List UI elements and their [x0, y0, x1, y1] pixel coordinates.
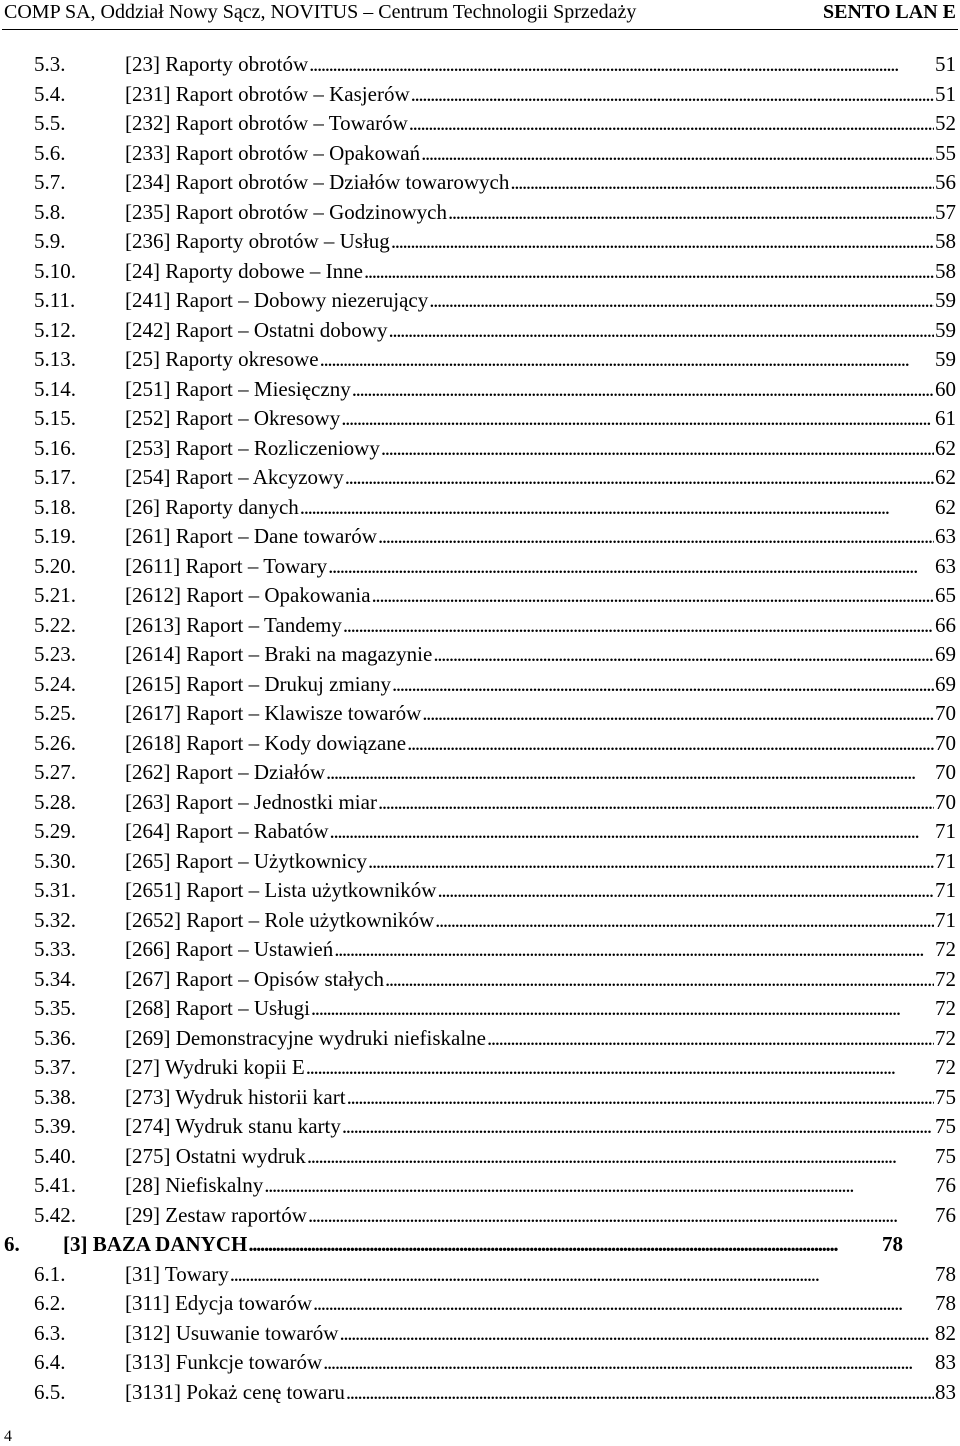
dot-leader — [309, 50, 934, 79]
toc-entry-title: [2651] Raport – Lista użytkowników — [125, 878, 437, 902]
dot-leader — [339, 1319, 934, 1348]
toc-entry-title: [266] Raport – Ustawień — [125, 937, 334, 961]
toc-entry-line — [125, 522, 956, 551]
toc-entry-page-number: 56 — [935, 170, 956, 194]
toc-entry-line — [125, 286, 956, 315]
toc-entry-page-number: 70 — [935, 730, 956, 755]
toc-entry-page-number: 71 — [935, 907, 956, 932]
toc-entry[interactable] — [0, 994, 960, 1023]
dot-leader — [352, 375, 934, 404]
toc-entry-page-number: 60 — [935, 376, 956, 401]
toc-entry-number: 5.22. — [34, 612, 76, 637]
toc-entry-line — [125, 1289, 956, 1318]
toc-entry-line — [125, 670, 956, 699]
toc-entry-title: [3] BAZA DANYCH — [63, 1232, 248, 1256]
toc-entry-title: [27] Wydruki kopii E — [125, 1055, 305, 1079]
toc-entry[interactable] — [0, 257, 960, 286]
toc-entry-line — [125, 817, 956, 846]
toc-entry-number: 5.16. — [34, 435, 76, 460]
dot-leader — [392, 670, 934, 699]
toc-entry-page-number: 69 — [935, 642, 956, 666]
toc-entry-number: 5.37. — [34, 1055, 76, 1079]
dot-leader — [510, 168, 934, 197]
toc-entry-line — [125, 463, 956, 492]
toc-entry-title: [24] Raporty dobowe – Inne — [125, 258, 363, 283]
dot-leader — [433, 640, 934, 669]
toc-entry-page-number: 63 — [935, 553, 956, 578]
toc-entry[interactable] — [0, 286, 960, 315]
dot-leader — [409, 109, 934, 138]
toc-entry[interactable] — [0, 80, 960, 109]
dot-leader — [347, 1083, 934, 1112]
dot-leader — [388, 316, 934, 345]
toc-entry-title: [242] Raport – Ostatni dobowy — [125, 317, 388, 342]
dot-leader — [323, 1348, 934, 1377]
toc-entry-page-number: 72 — [935, 996, 956, 1020]
toc-entry[interactable] — [0, 1112, 960, 1141]
toc-entry-line — [125, 611, 956, 640]
toc-entry[interactable] — [0, 1378, 960, 1407]
toc-entry-line — [125, 699, 956, 728]
toc-entry-page-number: 65 — [935, 583, 956, 607]
toc-entry-line — [125, 552, 956, 581]
toc-entry-number: 5.7. — [34, 170, 66, 194]
toc-entry-title: [23] Raporty obrotów — [125, 52, 309, 76]
dot-leader — [330, 817, 934, 846]
toc-entry[interactable] — [0, 198, 960, 227]
toc-entry-page-number: 83 — [935, 1379, 956, 1404]
toc-entry[interactable] — [0, 1171, 960, 1200]
toc-entry-page-number: 72 — [935, 966, 956, 991]
toc-entry[interactable] — [0, 640, 960, 669]
toc-entry[interactable] — [0, 139, 960, 168]
dot-leader — [307, 1142, 934, 1171]
toc-entry-line — [125, 316, 956, 345]
toc-entry[interactable] — [0, 316, 960, 345]
toc-entry-title: [2613] Raport – Tandemy — [125, 612, 342, 637]
dot-leader — [407, 729, 934, 758]
toc-entry-number: 5.10. — [34, 258, 76, 283]
toc-entry-number: 6.4. — [34, 1350, 66, 1374]
toc-entry-number: 5.28. — [34, 789, 76, 814]
toc-entry-line — [63, 1230, 903, 1259]
toc-entry-title: [265] Raport – Użytkownicy — [125, 848, 368, 873]
toc-entry[interactable] — [0, 109, 960, 138]
toc-entry-line — [125, 493, 956, 522]
toc-entry-title: [25] Raporty okresowe — [125, 347, 319, 371]
toc-entry[interactable] — [0, 552, 960, 581]
dot-leader — [385, 965, 934, 994]
toc-entry-number: 6.3. — [34, 1320, 66, 1345]
toc-entry-title: [252] Raport – Okresowy — [125, 406, 341, 430]
toc-entry-page-number: 70 — [935, 789, 956, 814]
dot-leader — [306, 1053, 934, 1082]
dot-leader — [421, 139, 934, 168]
toc-entry-number: 5.8. — [34, 199, 66, 224]
toc-entry-line — [125, 404, 956, 433]
toc-entry-page-number: 55 — [935, 140, 956, 165]
toc-entry-page-number: 78 — [935, 1261, 956, 1286]
dot-leader — [422, 699, 934, 728]
toc-entry-page-number: 69 — [935, 671, 956, 696]
toc-entry[interactable] — [0, 168, 960, 197]
toc-entry-line — [125, 1083, 956, 1112]
toc-entry-page-number: 72 — [935, 1055, 956, 1079]
toc-entry[interactable] — [0, 463, 960, 492]
toc-entry[interactable] — [0, 1024, 960, 1053]
toc-entry-number: 6. — [4, 1232, 20, 1256]
toc-entry-line — [125, 1171, 956, 1200]
toc-entry-line — [125, 965, 956, 994]
toc-entry-number: 5.33. — [34, 937, 76, 961]
toc-entry-number: 5.27. — [34, 760, 76, 784]
toc-entry-title: [31] Towary — [125, 1261, 229, 1286]
toc-entry-title: [251] Raport – Miesięczny — [125, 376, 351, 401]
toc-entry[interactable] — [0, 581, 960, 610]
toc-entry-title: [267] Raport – Opisów stałych — [125, 966, 384, 991]
toc-entry-title: [241] Raport – Dobowy niezerujący — [125, 288, 429, 312]
toc-entry[interactable] — [0, 906, 960, 935]
toc-entry-number: 5.17. — [34, 465, 76, 489]
toc-entry-line — [125, 227, 956, 256]
toc-entry-title: [261] Raport – Dane towarów — [125, 524, 377, 548]
dot-leader — [435, 906, 934, 935]
toc-entry[interactable] — [0, 1348, 960, 1377]
toc-entry-line — [125, 758, 956, 787]
toc-entry-page-number: 78 — [935, 1291, 956, 1315]
toc-entry-number: 5.34. — [34, 966, 76, 991]
toc-entry[interactable] — [0, 699, 960, 728]
toc-entry[interactable] — [0, 758, 960, 787]
toc-entry-number: 5.30. — [34, 848, 76, 873]
dot-leader — [372, 581, 934, 610]
toc-entry-title: [236] Raporty obrotów – Usług — [125, 229, 390, 253]
toc-entry-line — [125, 994, 956, 1023]
dot-leader — [326, 758, 934, 787]
toc-entry[interactable] — [0, 1201, 960, 1230]
toc-entry-title: [275] Ostatni wydruk — [125, 1143, 306, 1168]
toc-entry[interactable] — [0, 788, 960, 817]
toc-entry-page-number: 75 — [935, 1143, 956, 1168]
toc-entry-number: 5.32. — [34, 907, 76, 932]
toc-entry-page-number: 62 — [935, 494, 956, 519]
toc-entry-line — [125, 198, 956, 227]
toc-entry-number: 5.15. — [34, 406, 76, 430]
toc-entry-line — [125, 1348, 956, 1377]
toc-entry-line — [125, 109, 956, 138]
toc-entry-number: 5.3. — [34, 52, 66, 76]
toc-entry-title: [264] Raport – Rabatów — [125, 819, 329, 843]
toc-entry-line — [125, 50, 956, 79]
toc-entry-number: 5.29. — [34, 819, 76, 843]
toc-entry[interactable] — [0, 817, 960, 846]
toc-entry-page-number: 83 — [935, 1350, 956, 1374]
toc-entry-number: 5.20. — [34, 553, 76, 578]
dot-leader — [381, 434, 934, 463]
dot-leader — [300, 493, 934, 522]
toc-entry-page-number: 59 — [935, 317, 956, 342]
dot-leader — [437, 876, 934, 905]
toc-entry-title: [233] Raport obrotów – Opakowań — [125, 140, 421, 165]
toc-entry-title: [2618] Raport – Kody dowiązane — [125, 730, 407, 755]
toc-entry-number: 6.2. — [34, 1291, 66, 1315]
toc-entry[interactable] — [0, 729, 960, 758]
toc-entry-line — [125, 80, 956, 109]
toc-entry-page-number: 70 — [935, 701, 956, 725]
toc-entry[interactable] — [0, 1289, 960, 1318]
toc-entry-number: 5.24. — [34, 671, 76, 696]
toc-entry[interactable] — [0, 935, 960, 964]
dot-leader — [378, 788, 934, 817]
toc-entry-title: [253] Raport – Rozliczeniowy — [125, 435, 380, 460]
toc-entry-page-number: 59 — [935, 347, 956, 371]
dot-leader — [230, 1260, 934, 1289]
toc-entry-page-number: 72 — [935, 1025, 956, 1050]
toc-entry-title: [3131] Pokaż cenę towaru — [125, 1379, 345, 1404]
page-number: 4 — [4, 1428, 12, 1445]
toc-entry-line — [125, 640, 956, 669]
toc-entry-line — [125, 1201, 956, 1230]
toc-entry-page-number: 62 — [935, 465, 956, 489]
toc-entry-title: [2615] Raport – Drukuj zmiany — [125, 671, 391, 696]
dot-leader — [368, 847, 934, 876]
toc-entry-number: 5.39. — [34, 1114, 76, 1138]
toc-entry-number: 5.40. — [34, 1143, 76, 1168]
dot-leader — [341, 404, 934, 433]
toc-entry[interactable] — [0, 670, 960, 699]
toc-entry-page-number: 71 — [935, 848, 956, 873]
dot-leader — [328, 552, 934, 581]
toc-entry-line — [125, 1378, 956, 1407]
toc-entry-title: [2612] Raport – Opakowania — [125, 583, 371, 607]
toc-entry[interactable] — [0, 847, 960, 876]
dot-leader — [343, 611, 934, 640]
toc-entry-line — [125, 139, 956, 168]
dot-leader — [487, 1024, 934, 1053]
toc-entry-number: 6.1. — [34, 1261, 66, 1286]
toc-entry[interactable] — [0, 876, 960, 905]
dot-leader — [334, 935, 934, 964]
toc-entry-page-number: 61 — [935, 406, 956, 430]
toc-entry-page-number: 58 — [935, 229, 956, 253]
toc-entry-title: [262] Raport – Działów — [125, 760, 326, 784]
toc-entry-number: 5.19. — [34, 524, 76, 548]
toc-entry-number: 6.5. — [34, 1379, 66, 1404]
toc-entry-title: [274] Wydruk stanu karty — [125, 1114, 341, 1138]
toc-entry-line — [125, 168, 956, 197]
dot-leader — [342, 1112, 934, 1141]
toc-entry-page-number: 75 — [935, 1114, 956, 1138]
toc-entry-title: [231] Raport obrotów – Kasjerów — [125, 81, 410, 106]
toc-entry-title: [269] Demonstracyjne wydruki niefiskalne — [125, 1025, 486, 1050]
dot-leader — [429, 286, 934, 315]
toc-entry-line — [125, 1142, 956, 1171]
toc-entry-page-number: 62 — [935, 435, 956, 460]
toc-entry-number: 5.25. — [34, 701, 76, 725]
toc-entry[interactable] — [0, 611, 960, 640]
toc-entry[interactable] — [0, 493, 960, 522]
toc-entry[interactable] — [0, 434, 960, 463]
header-left-text: COMP SA, Oddział Nowy Sącz, NOVITUS – Centrum Technologii Sprzedaży — [4, 1, 637, 23]
toc-entry-line — [125, 375, 956, 404]
toc-entry-number: 5.9. — [34, 229, 66, 253]
toc-entry-number: 5.13. — [34, 347, 76, 371]
dot-leader — [346, 1378, 934, 1407]
toc-entry-page-number: 59 — [935, 288, 956, 312]
toc-entry-page-number: 71 — [935, 819, 956, 843]
toc-entry[interactable] — [0, 1053, 960, 1082]
toc-entry-title: [2611] Raport – Towary — [125, 553, 328, 578]
toc-entry-number: 5.26. — [34, 730, 76, 755]
toc-entry-title: [234] Raport obrotów – Działów towarowych — [125, 170, 510, 194]
toc-entry-title: [311] Edycja towarów — [125, 1291, 312, 1315]
toc-entry-title: [2617] Raport – Klawisze towarów — [125, 701, 422, 725]
toc-entry-line — [125, 876, 956, 905]
toc-entry-title: [2652] Raport – Role użytkowników — [125, 907, 435, 932]
toc-entry-page-number: 76 — [935, 1173, 956, 1197]
toc-entry-title: [232] Raport obrotów – Towarów — [125, 111, 408, 135]
dot-leader — [345, 463, 934, 492]
toc-entry-number: 5.36. — [34, 1025, 76, 1050]
dot-leader — [411, 80, 934, 109]
toc-entry[interactable] — [0, 965, 960, 994]
toc-entry-line — [125, 581, 956, 610]
toc-entry-line — [125, 1112, 956, 1141]
toc-entry-title: [312] Usuwanie towarów — [125, 1320, 339, 1345]
toc-entry[interactable] — [0, 1260, 960, 1289]
toc-entry-title: [235] Raport obrotów – Godzinowych — [125, 199, 447, 224]
toc-entry-number: 5.4. — [34, 81, 66, 106]
toc-entry-page-number: 66 — [935, 612, 956, 637]
dot-leader — [378, 522, 934, 551]
dot-leader — [248, 1230, 881, 1259]
toc-entry-page-number: 57 — [935, 199, 956, 224]
toc-entry-number: 5.41. — [34, 1173, 76, 1197]
toc-entry-title: [313] Funkcje towarów — [125, 1350, 323, 1374]
toc-entry-line — [125, 345, 956, 374]
toc-entry-line — [125, 1024, 956, 1053]
dot-leader — [313, 1289, 934, 1318]
toc-entry-title: [2614] Raport – Braki na magazynie — [125, 642, 433, 666]
toc-entry-number: 5.14. — [34, 376, 76, 401]
toc-entry-number: 5.6. — [34, 140, 66, 165]
toc-entry[interactable] — [0, 404, 960, 433]
toc-entry-number: 5.23. — [34, 642, 76, 666]
toc-entry-title: [29] Zestaw raportów — [125, 1202, 307, 1227]
toc-entry[interactable] — [0, 1230, 960, 1259]
toc-entry-title: [28] Niefiskalny — [125, 1173, 264, 1197]
toc-entry-page-number: 71 — [935, 878, 956, 902]
toc-entry-page-number: 76 — [935, 1202, 956, 1227]
toc-entry-number: 5.5. — [34, 111, 66, 135]
toc-entry-title: [26] Raporty danych — [125, 494, 299, 519]
toc-entry-page-number: 52 — [935, 111, 956, 135]
toc-entry-page-number: 70 — [935, 760, 956, 784]
toc-entry-number: 5.12. — [34, 317, 76, 342]
toc-entry-page-number: 51 — [935, 52, 956, 76]
dot-leader — [308, 1201, 934, 1230]
toc-entry-line — [125, 935, 956, 964]
toc-entry-line — [125, 257, 956, 286]
toc-entry-title: [268] Raport – Usługi — [125, 996, 310, 1020]
dot-leader — [264, 1171, 934, 1200]
toc-entry-number: 5.11. — [34, 288, 76, 312]
toc-entry-page-number: 51 — [935, 81, 956, 106]
toc-entry[interactable] — [0, 1319, 960, 1348]
page-header — [0, 0, 960, 30]
toc-entry-line — [125, 906, 956, 935]
toc-entry-title: [273] Wydruk historii kart — [125, 1084, 346, 1109]
toc-entry-line — [125, 788, 956, 817]
toc-entry-page-number: 58 — [935, 258, 956, 283]
toc-entry-title: [263] Raport – Jednostki miar — [125, 789, 377, 814]
toc-entry-line — [125, 434, 956, 463]
toc-entry-line — [125, 847, 956, 876]
toc-entry[interactable] — [0, 1083, 960, 1112]
toc-entry-line — [125, 1260, 956, 1289]
toc-entry-number: 5.35. — [34, 996, 76, 1020]
toc-entry-number: 5.38. — [34, 1084, 76, 1109]
toc-entry-line — [125, 1053, 956, 1082]
toc-entry-number: 5.18. — [34, 494, 76, 519]
toc-entry-number: 5.21. — [34, 583, 76, 607]
dot-leader — [391, 227, 934, 256]
toc-entry[interactable] — [0, 375, 960, 404]
toc-entry-line — [125, 729, 956, 758]
toc-entry-line — [125, 1319, 956, 1348]
toc-entry-page-number: 82 — [935, 1320, 956, 1345]
toc-entry-number: 5.42. — [34, 1202, 76, 1227]
header-right-text: SENTO LAN E — [822, 1, 956, 23]
toc-entry[interactable] — [0, 227, 960, 256]
toc-entry-page-number: 78 — [882, 1232, 903, 1256]
toc-entry[interactable] — [0, 345, 960, 374]
dot-leader — [320, 345, 934, 374]
header-rule — [2, 29, 958, 30]
toc-entry-number: 5.31. — [34, 878, 76, 902]
dot-leader — [448, 198, 934, 227]
dot-leader — [364, 257, 934, 286]
toc-entry-page-number: 63 — [935, 524, 956, 548]
dot-leader — [311, 994, 934, 1023]
toc-entry[interactable] — [0, 522, 960, 551]
toc-entry-page-number: 72 — [935, 937, 956, 961]
toc-entry[interactable] — [0, 1142, 960, 1171]
toc-entry-page-number: 75 — [935, 1084, 956, 1109]
toc-entry-title: [254] Raport – Akcyzowy — [125, 465, 344, 489]
toc-entry[interactable] — [0, 50, 960, 79]
